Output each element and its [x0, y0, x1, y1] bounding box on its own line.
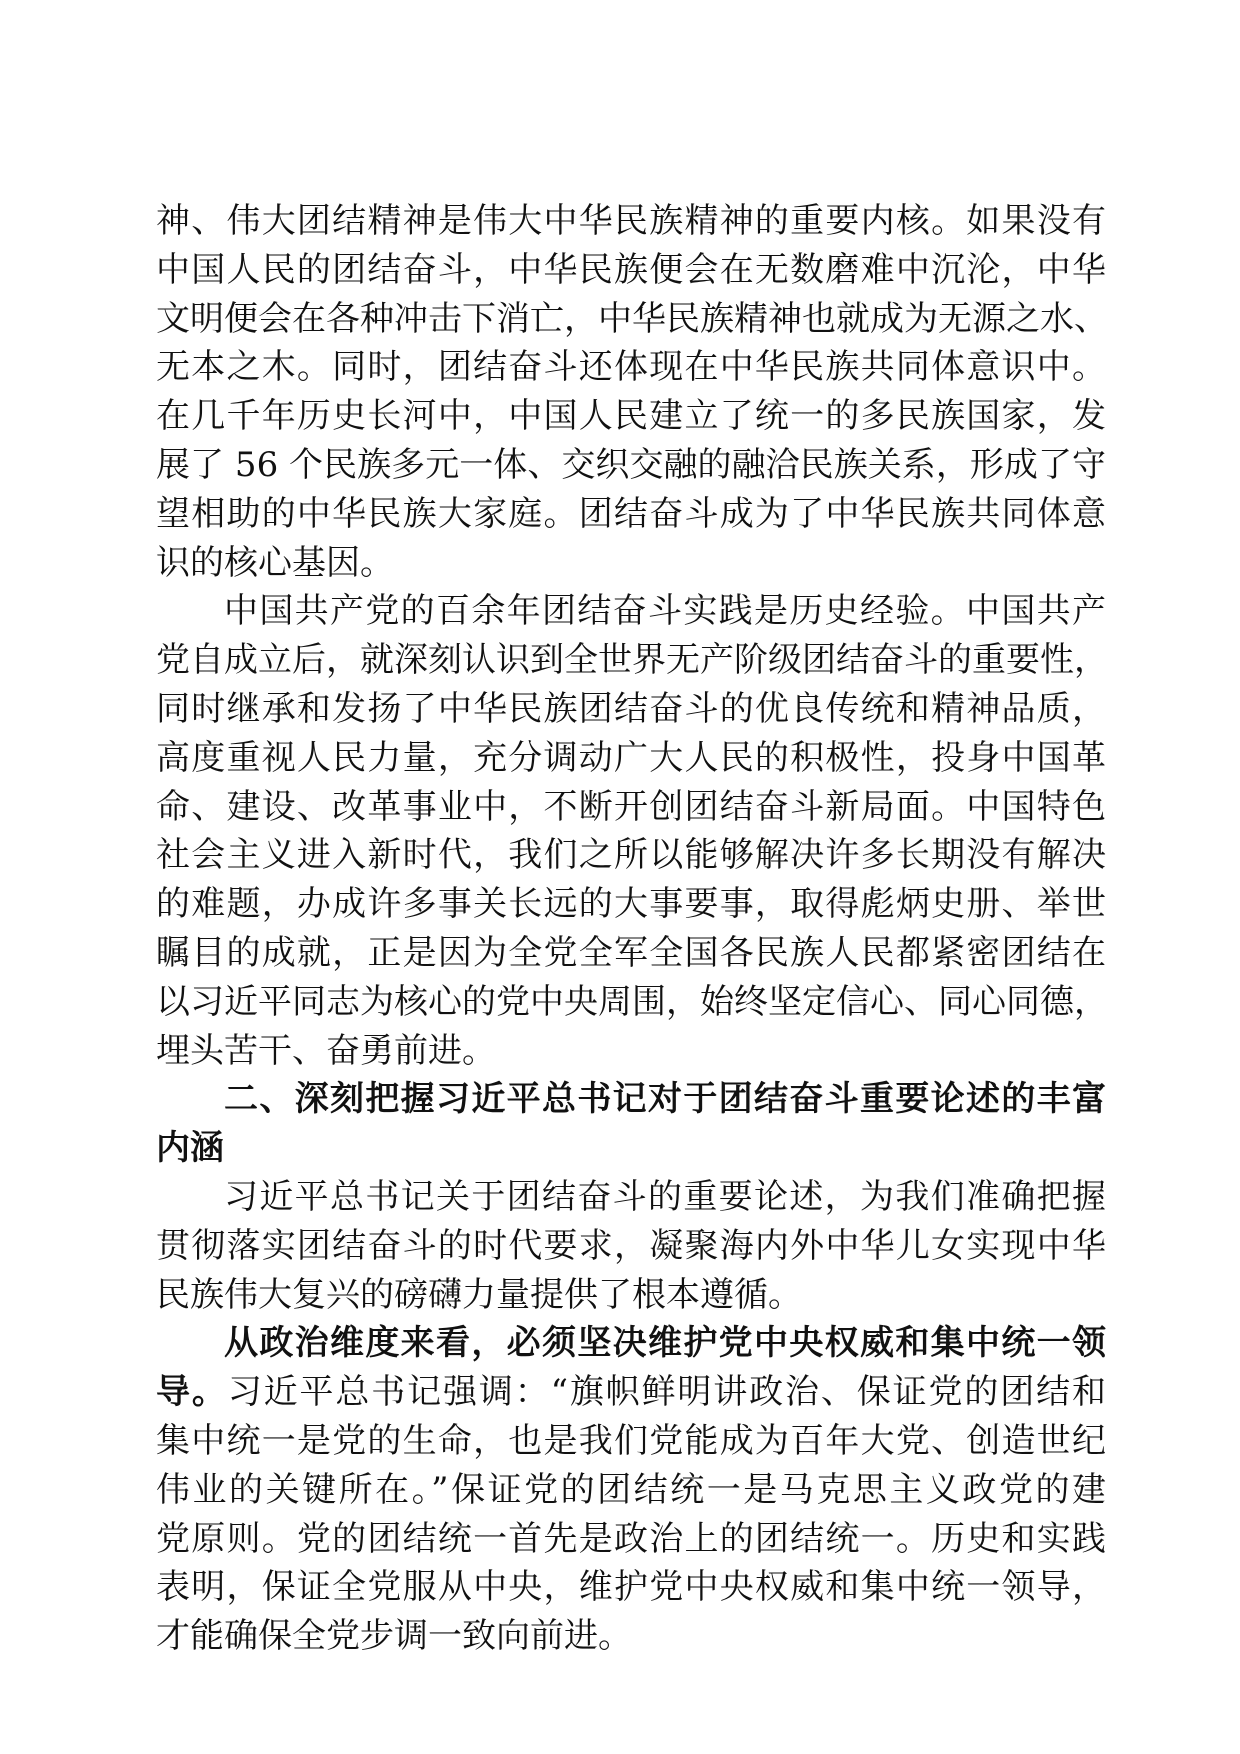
text-line: 望相助的中华民族大家庭。团结奋斗成为了中华民族共同体意	[156, 493, 1106, 534]
text-line: 党原则。党的团结统一首先是政治上的团结统一。历史和实践	[156, 1518, 1106, 1559]
text-line: 集中统一是党的生命，也是我们党能成为百年大党、创造世纪	[156, 1420, 1106, 1461]
heading-line: 二、深刻把握习近平总书记对于团结奋斗重要论述的丰富	[224, 1079, 1106, 1120]
text-line	[156, 1368, 1106, 1417]
text-line: 伟业的关键所在。”保证党的团结统一是马克思主义政党的建	[156, 1469, 1106, 1510]
text-line: 才能确保全党步调一致向前进。	[156, 1616, 632, 1657]
text-line: 命、建设、改革事业中，不断开创团结奋斗新局面。中国特色	[156, 786, 1106, 827]
text-line: 习近平总书记关于团结奋斗的重要论述，为我们准确把握	[224, 1176, 1106, 1217]
paragraph-4	[156, 1319, 1106, 1661]
text-line: 党自成立后，就深刻认识到全世界无产阶级团结奋斗的重要性，	[156, 640, 1108, 681]
heading-line: 内涵	[156, 1128, 224, 1169]
text-line: 高度重视人民力量，充分调动广大人民的积极性，投身中国革	[156, 737, 1106, 778]
text-line: 瞩目的成就，正是因为全党全军全国各民族人民都紧密团结在	[156, 932, 1106, 973]
paragraph-2	[156, 587, 1106, 1075]
paragraph-3	[156, 1173, 1106, 1319]
text-line: 中国人民的团结奋斗，中华民族便会在无数磨难中沉沦，中华	[156, 249, 1106, 290]
text-line: 展了 56 个民族多元一体、交织交融的融洽民族关系，形成了守	[156, 444, 1106, 485]
paragraph-1	[156, 197, 1106, 587]
text-line: 的难题，办成许多事关长远的大事要事，取得彪炳史册、举世	[156, 884, 1106, 925]
text-line: 表明，保证全党服从中央，维护党中央权威和集中统一领导，	[156, 1567, 1106, 1608]
text-line: 无本之木。同时，团结奋斗还体现在中华民族共同体意识中。	[156, 347, 1106, 388]
text-line: 在几千年历史长河中，中国人民建立了统一的多民族国家，发	[156, 396, 1106, 437]
text-line: 埋头苦干、奋勇前进。	[156, 1030, 496, 1071]
text-line: 社会主义进入新时代，我们之所以能够解决许多长期没有解决	[156, 835, 1106, 876]
text-line: 文明便会在各种冲击下消亡，中华民族精神也就成为无源之水、	[156, 298, 1108, 339]
bold-lead-end: 导。	[156, 1372, 228, 1413]
text-line: 中国共产党的百余年团结奋斗实践是历史经验。中国共产	[224, 591, 1106, 632]
section-heading	[156, 1075, 1106, 1173]
text-line: 同时继承和发扬了中华民族团结奋斗的优良传统和精神品质，	[156, 688, 1106, 729]
text-line: 贯彻落实团结奋斗的时代要求，凝聚海内外中华儿女实现中华	[156, 1225, 1106, 1266]
text-span: 习近平总书记强调：“旗帜鲜明讲政治、保证党的团结和	[227, 1372, 1107, 1413]
text-line: 民族伟大复兴的磅礴力量提供了根本遵循。	[156, 1274, 802, 1315]
text-line: 神、伟大团结精神是伟大中华民族精神的重要内核。如果没有	[156, 201, 1106, 241]
bold-lead-line: 从政治维度来看，必须坚决维护党中央权威和集中统一领	[224, 1323, 1106, 1364]
text-line: 识的核心基因。	[156, 542, 394, 583]
text-line: 以习近平同志为核心的党中央周围，始终坚定信心、同心同德，	[156, 981, 1108, 1022]
document-page	[156, 197, 1106, 1661]
